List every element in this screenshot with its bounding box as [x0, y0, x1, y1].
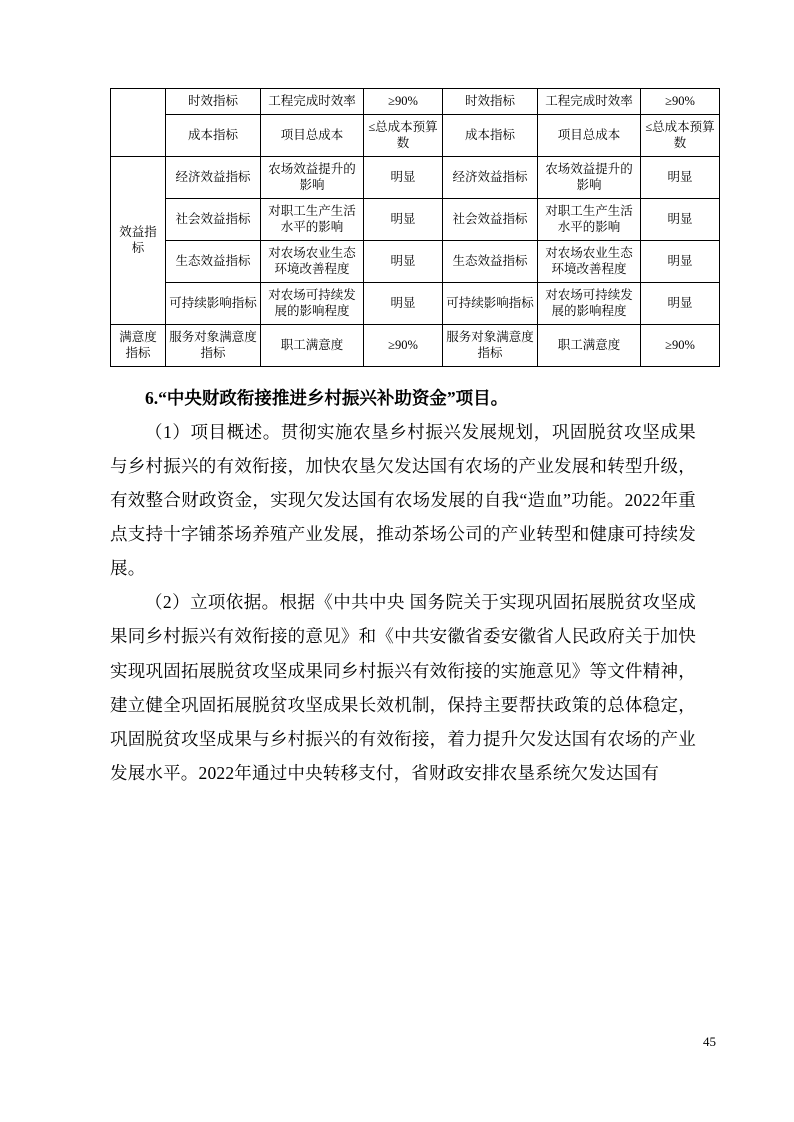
table-cell: 对农场农业生态环境改善程度 [538, 240, 641, 282]
table-cell: 成本指标 [443, 114, 538, 156]
table-cell: 成本指标 [166, 114, 261, 156]
table-cell: 职工满意度 [261, 324, 364, 366]
table-cell: ≥90% [641, 324, 720, 366]
table-cell: 经济效益指标 [166, 156, 261, 198]
table-cell: ≥90% [641, 89, 720, 115]
table-cell: 服务对象满意度指标 [443, 324, 538, 366]
table-cell-empty [111, 89, 166, 157]
table-cell: 可持续影响指标 [443, 282, 538, 324]
table-row [111, 324, 720, 366]
table-row [111, 240, 720, 282]
table-cell-category: 效益指标 [111, 156, 166, 324]
table-row [111, 114, 720, 156]
table-cell: 项目总成本 [538, 114, 641, 156]
table-cell: 服务对象满意度指标 [166, 324, 261, 366]
table-cell: ≥90% [364, 324, 443, 366]
table-cell: 可持续影响指标 [166, 282, 261, 324]
table-row [111, 156, 720, 198]
performance-metrics-table [110, 88, 720, 367]
table-cell: 生态效益指标 [166, 240, 261, 282]
table-cell: ≤总成本预算数 [364, 114, 443, 156]
table-cell-category: 满意度指标 [111, 324, 166, 366]
table-cell: 对农场可持续发展的影响程度 [261, 282, 364, 324]
table-cell: 明显 [641, 240, 720, 282]
table-row [111, 89, 720, 115]
table-cell: 经济效益指标 [443, 156, 538, 198]
table-cell: 生态效益指标 [443, 240, 538, 282]
page-number: 45 [703, 1034, 716, 1049]
table-cell: 明显 [364, 156, 443, 198]
table-cell: 明显 [364, 240, 443, 282]
table-body [111, 89, 720, 367]
table-cell: 时效指标 [443, 89, 538, 115]
table-cell: 项目总成本 [261, 114, 364, 156]
table-row [111, 282, 720, 324]
table-cell: 工程完成时效率 [538, 89, 641, 115]
table-cell: 对农场可持续发展的影响程度 [538, 282, 641, 324]
table-cell: 时效指标 [166, 89, 261, 115]
table-cell: 明显 [364, 282, 443, 324]
table-cell: 社会效益指标 [443, 198, 538, 240]
table-cell: 明显 [641, 198, 720, 240]
table-cell: 农场效益提升的影响 [261, 156, 364, 198]
table-cell: 明显 [641, 156, 720, 198]
paragraph-project-basis: （2）立项依据。根据《中共中央 国务院关于实现巩固拓展脱贫攻坚成果同乡村振兴有效衔接的意见》和《中共安徽省委安徽省人民政府关于加快实现巩固拓展脱贫攻坚成果同乡村振兴有效衔接的实施意见》等文件精神，建立健全巩固拓展脱贫攻坚成果长效机制，保持主要帮扶政策的总体稳定，巩固脱贫攻坚成果与乡村振兴的有效衔接，着力提升欠发达国有农场的产业发展水平。2022年通过中央转移支付，省财政安排农垦系统欠发达国有 [110, 592, 696, 783]
section-heading: 6.“中央财政衔接推进乡村振兴补助资金”项目。 [145, 387, 509, 408]
table-cell: 职工满意度 [538, 324, 641, 366]
paragraph-project-overview: （1）项目概述。贯彻实施农垦乡村振兴发展规划，巩固脱贫攻坚成果与乡村振兴的有效衔接，加快农垦欠发达国有农场的产业发展和转型升级，有效整合财政资金，实现欠发达国有农场发展的自我“造血”功能。2022年重点支持十字铺茶场养殖产业发展，推动茶场公司的产业转型和健康可持续发展。 [110, 421, 696, 579]
table-cell: 对农场农业生态环境改善程度 [261, 240, 364, 282]
table-cell: 对职工生产生活水平的影响 [261, 198, 364, 240]
table-cell: 社会效益指标 [166, 198, 261, 240]
table-cell: 明显 [641, 282, 720, 324]
table-cell: 农场效益提升的影响 [538, 156, 641, 198]
table-cell: 工程完成时效率 [261, 89, 364, 115]
table-row [111, 198, 720, 240]
table-cell: ≤总成本预算数 [641, 114, 720, 156]
table-cell: ≥90% [364, 89, 443, 115]
table-cell: 对职工生产生活水平的影响 [538, 198, 641, 240]
table-cell: 明显 [364, 198, 443, 240]
